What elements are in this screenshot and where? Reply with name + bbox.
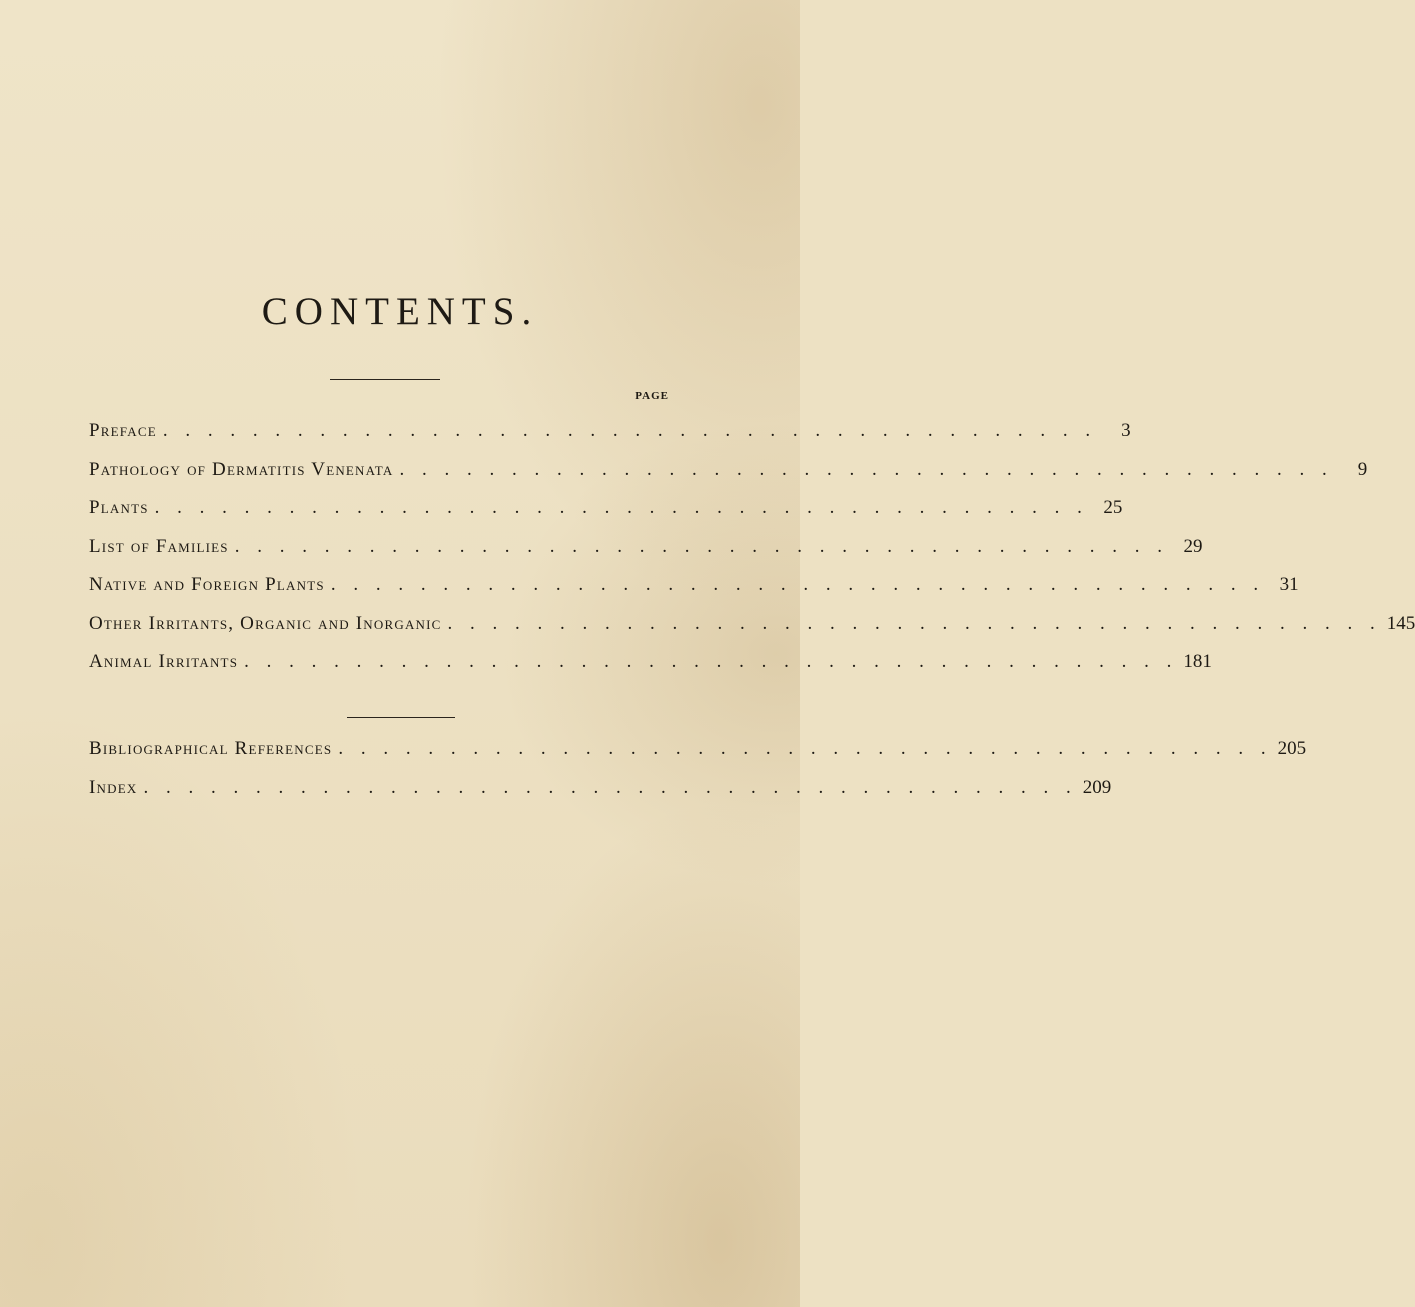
toc-entry-page: 181 <box>1183 651 1212 672</box>
toc-entry-animal-irritants[interactable] <box>89 651 1212 690</box>
toc-entry-page: 29 <box>1183 535 1203 557</box>
dot-leader: . . . . . . . . . . . . . . . . . . . . . . . . . . . . . . . . . . . . . . . . . . <box>162 420 1097 441</box>
dot-leader: . . . . . . . . . . . . . . . . . . . . . . . . . . . . . . . . . . . . . . . . . . <box>338 738 1273 759</box>
section-divider-rule <box>347 717 455 718</box>
toc-entry-page: 9 <box>1357 458 1368 480</box>
toc-entry-bibliography[interactable] <box>89 738 1307 777</box>
toc-entry-title: Native and Foreign Plants <box>89 574 325 595</box>
toc-entry-other-irritants[interactable] <box>89 612 1415 652</box>
toc-entry-page: 145 <box>1386 612 1415 634</box>
toc-entry-title: Pathology of Dermatitis Venenata <box>89 458 394 480</box>
toc-entry-pathology[interactable] <box>89 458 1368 498</box>
toc-entry-page: 209 <box>1082 776 1112 798</box>
toc-entry-plants[interactable] <box>89 497 1123 536</box>
toc-entry-page: 31 <box>1279 574 1299 595</box>
dot-leader: . . . . . . . . . . . . . . . . . . . . . . . . . . . . . . . . . . . . . . . . . . <box>244 651 1178 672</box>
toc-entry-families[interactable] <box>89 535 1203 575</box>
toc-entry-title: Animal Irritants <box>89 651 239 672</box>
toc-entry-page: 3 <box>1121 420 1131 441</box>
toc-entry-title: Plants <box>89 497 149 518</box>
toc-section-back-matter <box>89 738 1307 815</box>
page-column-label: PAGE <box>635 390 669 402</box>
toc-entry-preface[interactable] <box>89 420 1131 459</box>
toc-section-main <box>89 420 1415 690</box>
toc-entry-page: 25 <box>1103 497 1123 518</box>
dot-leader: . . . . . . . . . . . . . . . . . . . . . . . . . . . . . . . . . . . . . . . . . . <box>154 497 1089 518</box>
toc-entry-title: Bibliographical References <box>89 738 333 759</box>
page-title: CONTENTS. <box>261 290 539 333</box>
toc-entry-title: Index <box>89 776 138 798</box>
dot-leader: . . . . . . . . . . . . . . . . . . . . . . . . . . . . . . . . . . . . . . . . . . <box>330 574 1265 595</box>
toc-entry-title: List of Families <box>89 535 229 557</box>
toc-entry-index[interactable] <box>89 776 1112 816</box>
title-divider-rule <box>330 379 440 380</box>
dot-leader: . . . . . . . . . . . . . . . . . . . . . . . . . . . . . . . . . . . . . . . . . . <box>447 612 1382 634</box>
toc-entry-title: Preface <box>89 420 157 441</box>
dot-leader: . . . . . . . . . . . . . . . . . . . . . . . . . . . . . . . . . . . . . . . . . . <box>234 535 1169 557</box>
toc-entry-title: Other Irritants, Organic and Inorganic <box>89 612 442 634</box>
toc-entry-page: 205 <box>1277 738 1307 759</box>
dot-leader: . . . . . . . . . . . . . . . . . . . . . . . . . . . . . . . . . . . . . . . . . . <box>399 458 1334 480</box>
dot-leader: . . . . . . . . . . . . . . . . . . . . . . . . . . . . . . . . . . . . . . . . . . <box>143 776 1078 798</box>
toc-entry-native-foreign-plants[interactable] <box>89 574 1299 613</box>
